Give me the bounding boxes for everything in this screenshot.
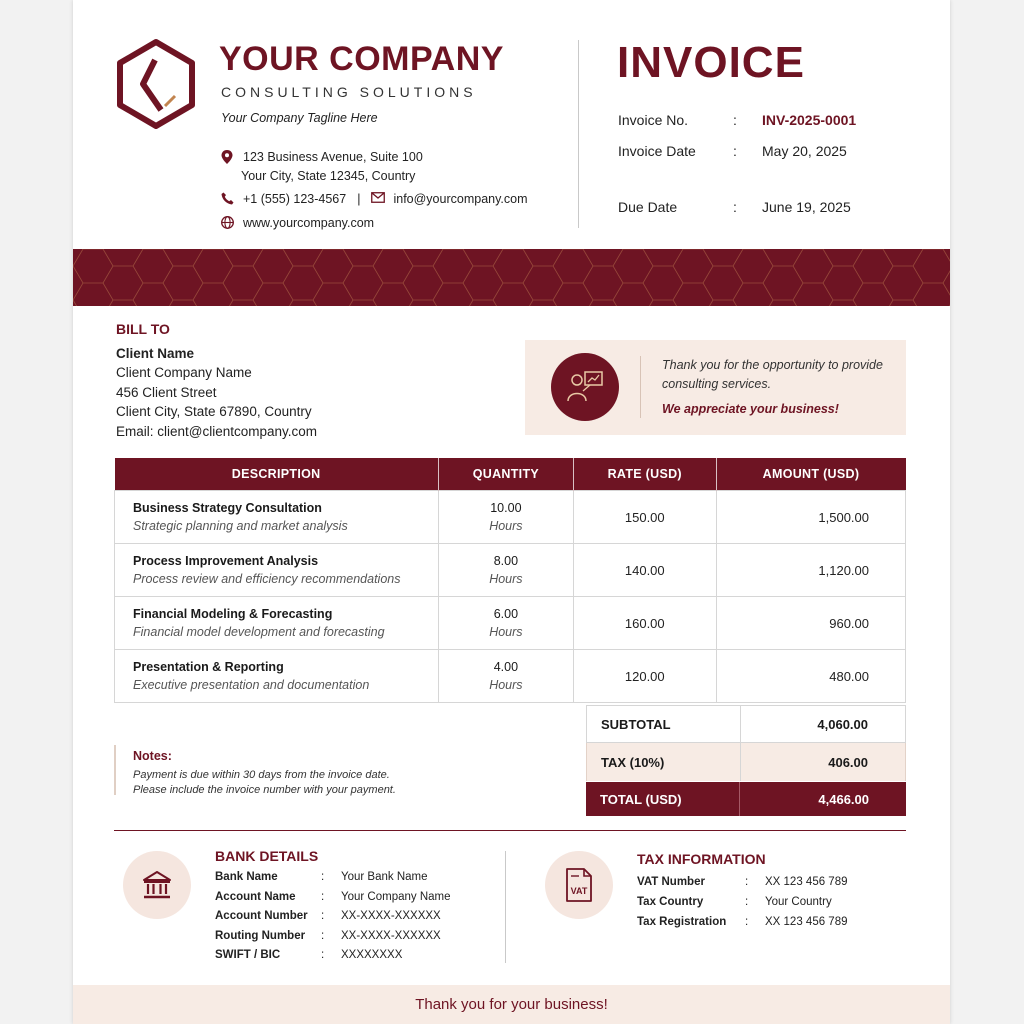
tax-label: Tax Registration bbox=[637, 916, 727, 928]
location-icon bbox=[221, 150, 235, 164]
vat-icon-text: VAT bbox=[570, 886, 588, 896]
tax-label: VAT Number bbox=[637, 876, 705, 888]
item-rate: 150.00 bbox=[574, 491, 716, 544]
table-row bbox=[115, 491, 906, 544]
tax-label: Tax Country bbox=[637, 896, 704, 908]
client-company: Client Company Name bbox=[116, 365, 252, 380]
company-website-row bbox=[221, 216, 374, 230]
company-website[interactable]: www.yourcompany.com bbox=[243, 216, 375, 230]
item-description bbox=[115, 650, 439, 703]
logo-icon bbox=[115, 38, 197, 130]
item-rate: 160.00 bbox=[574, 597, 716, 650]
header-divider bbox=[578, 40, 579, 228]
invoice-number: INV-2025-0001 bbox=[762, 112, 857, 128]
contact-separator: | bbox=[357, 192, 361, 206]
header-amount: AMOUNT (USD) bbox=[716, 458, 906, 491]
table-header-row bbox=[115, 458, 906, 491]
item-amount: 1,500.00 bbox=[716, 491, 906, 544]
table-row bbox=[115, 650, 906, 703]
item-quantity bbox=[438, 544, 573, 597]
tax-value: Your Country bbox=[765, 896, 832, 908]
tax-row bbox=[586, 743, 906, 781]
item-quantity bbox=[438, 491, 573, 544]
item-subtitle: Strategic planning and market analysis bbox=[133, 519, 348, 533]
thanks-message: Thank you for the opportunity to provide consulting services. bbox=[662, 358, 883, 391]
mail-icon bbox=[371, 192, 385, 206]
bank-value: Your Bank Name bbox=[341, 871, 428, 883]
bill-to-heading: BILL TO bbox=[116, 321, 170, 337]
quantity-unit: Hours bbox=[489, 678, 523, 692]
section-divider bbox=[114, 830, 906, 831]
colon: : bbox=[745, 896, 749, 908]
total-row bbox=[586, 782, 906, 816]
bank-label: Account Name bbox=[215, 890, 296, 903]
tax-information-list bbox=[637, 876, 848, 936]
item-title: Financial Modeling & Forecasting bbox=[133, 607, 333, 621]
item-description bbox=[115, 544, 439, 597]
invoice-date-row bbox=[618, 143, 878, 159]
company-address bbox=[221, 150, 423, 164]
quantity-value: 10.00 bbox=[490, 501, 522, 515]
colon: : bbox=[321, 890, 325, 903]
item-quantity bbox=[438, 650, 573, 703]
footer-divider bbox=[505, 851, 506, 963]
notes-heading: Notes: bbox=[133, 749, 172, 763]
bank-row bbox=[215, 910, 451, 930]
bank-row bbox=[215, 891, 451, 911]
colon: : bbox=[745, 916, 749, 928]
bank-label: Bank Name bbox=[215, 871, 278, 883]
totals-separator bbox=[740, 706, 741, 742]
bank-value: XX-XXXX-XXXXXX bbox=[341, 929, 441, 942]
item-rate: 140.00 bbox=[574, 544, 716, 597]
due-date-row bbox=[618, 199, 878, 215]
item-subtitle: Process review and efficiency recommendations bbox=[133, 572, 401, 586]
colon: : bbox=[733, 199, 737, 215]
tax-value: XX 123 456 789 bbox=[765, 876, 848, 888]
header-quantity: QUANTITY bbox=[438, 458, 573, 491]
bank-value: Your Company Name bbox=[341, 890, 451, 903]
table-row bbox=[115, 597, 906, 650]
totals-separator bbox=[739, 782, 740, 816]
subtotal-row bbox=[586, 705, 906, 743]
colon: : bbox=[733, 143, 737, 159]
item-subtitle: Financial model development and forecasting bbox=[133, 625, 385, 639]
colon: : bbox=[321, 871, 325, 883]
tax-row bbox=[637, 896, 848, 916]
item-title: Presentation & Reporting bbox=[133, 660, 284, 674]
address-line-1: 123 Business Avenue, Suite 100 bbox=[243, 150, 423, 164]
company-subtitle: CONSULTING SOLUTIONS bbox=[221, 84, 477, 100]
item-amount: 960.00 bbox=[716, 597, 906, 650]
invoice-date-label: Invoice Date bbox=[618, 143, 696, 159]
quantity-value: 4.00 bbox=[493, 660, 519, 674]
tax-label: TAX (10%) bbox=[601, 754, 665, 770]
consultant-icon bbox=[551, 353, 619, 421]
invoice-date: May 20, 2025 bbox=[762, 143, 847, 159]
item-title: Process Improvement Analysis bbox=[133, 554, 319, 568]
total-label: TOTAL (USD) bbox=[600, 791, 682, 807]
due-date-label: Due Date bbox=[618, 199, 678, 215]
quantity-unit: Hours bbox=[489, 519, 523, 533]
subtotal-value: 4,060.00 bbox=[817, 716, 868, 732]
invoice-page bbox=[73, 0, 950, 1024]
colon: : bbox=[745, 876, 749, 888]
total-value: 4,466.00 bbox=[818, 791, 869, 807]
company-tagline: Your Company Tagline Here bbox=[221, 111, 378, 125]
appreciation-text: We appreciate your business! bbox=[662, 402, 839, 416]
invoice-title: INVOICE bbox=[617, 38, 805, 87]
bank-row bbox=[215, 949, 451, 969]
item-subtitle: Executive presentation and documentation bbox=[133, 678, 370, 692]
client-city: Client City, State 67890, Country bbox=[116, 404, 312, 419]
hexagon-pattern bbox=[73, 249, 950, 306]
company-contact bbox=[221, 192, 528, 206]
table-row bbox=[115, 544, 906, 597]
client-name: Client Name bbox=[116, 346, 195, 361]
bank-details-heading: BANK DETAILS bbox=[215, 848, 319, 864]
line-items-table bbox=[114, 458, 906, 703]
quantity-unit: Hours bbox=[489, 625, 523, 639]
colon: : bbox=[321, 929, 325, 942]
colon: : bbox=[733, 112, 737, 128]
phone-icon bbox=[221, 192, 235, 206]
notes-line-1: Payment is due within 30 days from the invoice date. bbox=[133, 769, 390, 781]
bank-value: XXXXXXXX bbox=[341, 949, 403, 961]
thanks-callout bbox=[525, 340, 906, 435]
callout-divider bbox=[640, 356, 641, 418]
quantity-value: 8.00 bbox=[493, 554, 519, 568]
subtotal-label: SUBTOTAL bbox=[601, 716, 671, 732]
notes-text bbox=[133, 768, 513, 798]
notes-line-2: Please include the invoice number with your payment. bbox=[133, 784, 396, 796]
bank-row bbox=[215, 930, 451, 950]
colon: : bbox=[321, 910, 325, 922]
item-amount: 1,120.00 bbox=[716, 544, 906, 597]
company-email[interactable]: info@yourcompany.com bbox=[393, 192, 528, 206]
item-quantity bbox=[438, 597, 573, 650]
footer-thanks: Thank you for your business! bbox=[73, 985, 950, 1024]
bank-value: XX-XXXX-XXXXXX bbox=[341, 910, 441, 922]
item-rate: 120.00 bbox=[574, 650, 716, 703]
tax-document-icon bbox=[545, 851, 613, 919]
tax-information-heading: TAX INFORMATION bbox=[637, 851, 766, 867]
colon: : bbox=[321, 949, 325, 961]
notes-accent-bar bbox=[114, 745, 116, 795]
bank-details-list bbox=[215, 871, 451, 969]
address-line-2: Your City, State 12345, Country bbox=[241, 169, 416, 183]
decorative-band bbox=[73, 249, 950, 306]
invoice-number-label: Invoice No. bbox=[618, 112, 689, 128]
bank-label: Account Number bbox=[215, 910, 308, 922]
item-description bbox=[115, 597, 439, 650]
totals-separator bbox=[740, 743, 741, 781]
bank-icon bbox=[123, 851, 191, 919]
item-title: Business Strategy Consultation bbox=[133, 501, 322, 515]
invoice-number-row bbox=[618, 112, 878, 128]
tax-row bbox=[637, 876, 848, 896]
tax-value: XX 123 456 789 bbox=[765, 916, 848, 928]
quantity-value: 6.00 bbox=[493, 607, 519, 621]
client-street: 456 Client Street bbox=[116, 385, 217, 400]
header-rate: RATE (USD) bbox=[574, 458, 716, 491]
quantity-unit: Hours bbox=[489, 572, 523, 586]
due-date: June 19, 2025 bbox=[762, 199, 851, 215]
company-name: YOUR COMPANY bbox=[219, 40, 504, 78]
bank-label: Routing Number bbox=[215, 929, 306, 942]
bank-row bbox=[215, 871, 451, 891]
bank-label: SWIFT / BIC bbox=[215, 949, 281, 961]
client-email: Email: client@clientcompany.com bbox=[116, 424, 318, 439]
item-amount: 480.00 bbox=[716, 650, 906, 703]
item-description bbox=[115, 491, 439, 544]
tax-row bbox=[637, 916, 848, 936]
header-description: DESCRIPTION bbox=[115, 458, 439, 491]
company-phone: +1 (555) 123-4567 bbox=[243, 192, 347, 206]
globe-icon bbox=[221, 216, 235, 230]
tax-value: 406.00 bbox=[828, 754, 868, 770]
